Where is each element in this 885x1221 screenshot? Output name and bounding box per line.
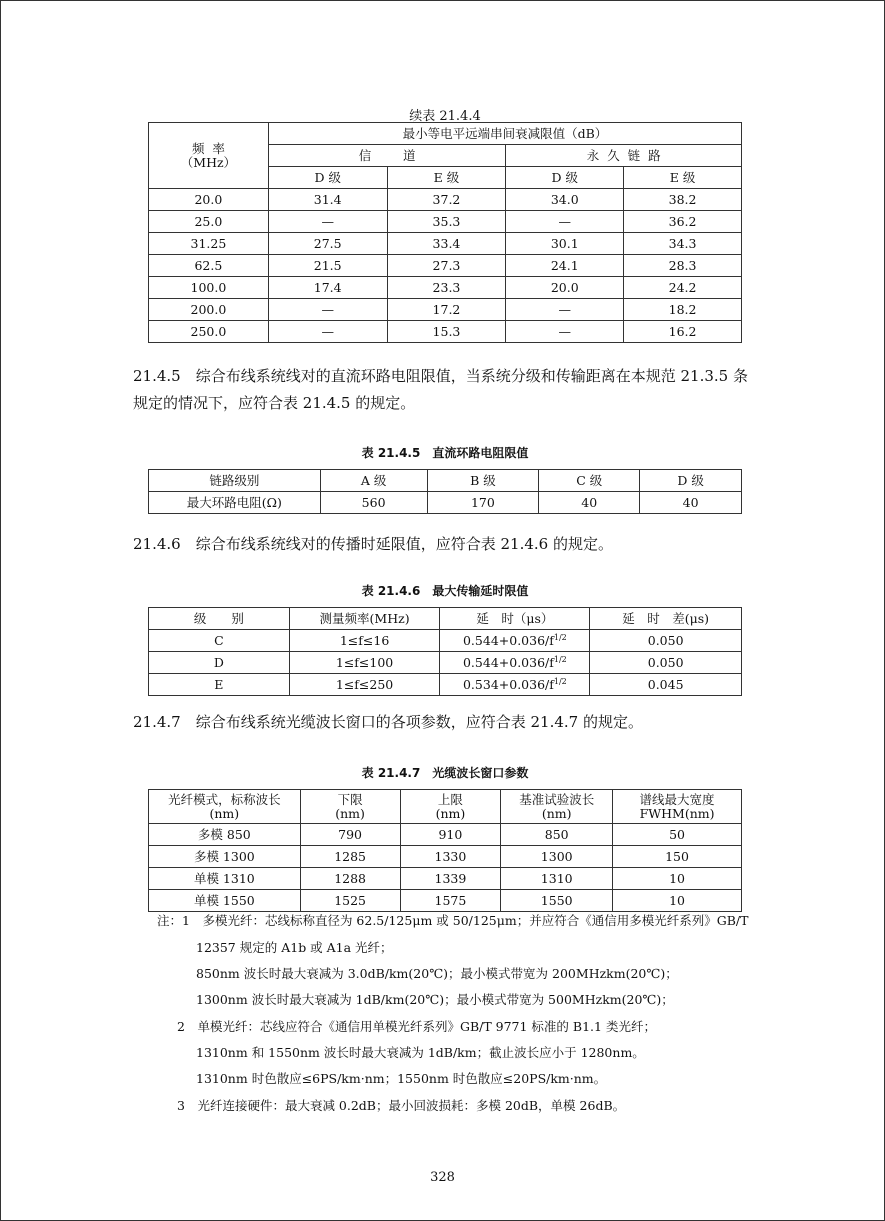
table-header: C 级: [539, 470, 640, 492]
table-row: [149, 321, 742, 343]
table-cell: 850: [501, 824, 613, 846]
table-cell: 21.5: [268, 255, 387, 277]
table-cell: 1550: [501, 890, 613, 912]
table-row: [149, 277, 742, 299]
table-row: [149, 299, 742, 321]
table-cell: 0.045: [590, 674, 742, 696]
table-cell: C: [149, 630, 290, 652]
table-cell: 40: [640, 492, 742, 514]
table-cell: —: [268, 211, 387, 233]
table-cell: 790: [300, 824, 400, 846]
table-cell: 1330: [400, 846, 501, 868]
sub-header: D 级: [268, 167, 387, 189]
table-row: [149, 492, 742, 514]
sub-header: D 级: [506, 167, 624, 189]
note-1-line-2: 12357 规定的 A1b 或 A1a 光纤；: [196, 940, 393, 955]
table-cell: 1310: [501, 868, 613, 890]
note-3: 3 光纤连接硬件：最大衰减 0.2dB；最小回波损耗：多模 20dB，单模 26dB。: [177, 1098, 626, 1113]
table-cell: 36.2: [624, 211, 742, 233]
table-21-4-4: [148, 122, 742, 343]
table-row: [149, 824, 742, 846]
table-cell: 10: [613, 890, 742, 912]
table-cell: 30.1: [506, 233, 624, 255]
table-cell: 1339: [400, 868, 501, 890]
table-header: 级 别: [149, 608, 290, 630]
table-cell: 35.3: [387, 211, 506, 233]
table-header: D 级: [640, 470, 742, 492]
table-cell: —: [506, 321, 624, 343]
delay-formula: 0.544+0.036/f: [462, 654, 554, 670]
table-cell: 17.4: [268, 277, 387, 299]
table-cell: 38.2: [624, 189, 742, 211]
table-row: [149, 868, 742, 890]
channel-header: 信 道: [268, 145, 506, 167]
table-cell: E: [149, 674, 290, 696]
table-header: 测量频率(MHz): [289, 608, 440, 630]
table-cell: 34.3: [624, 233, 742, 255]
table-cell: 23.3: [387, 277, 506, 299]
table-header: A 级: [320, 470, 427, 492]
header-line: 谱线最大宽度: [639, 791, 715, 807]
table-cell: 40: [539, 492, 640, 514]
note-1-line-4: 1300nm 波长时最大衰减为 1dB/km(20℃)；最小模式带宽为 500MHzkm(20℃)；: [196, 992, 674, 1007]
table-cell: 1285: [300, 846, 400, 868]
table-cell: 20.0: [149, 189, 269, 211]
table-header: [300, 790, 400, 824]
sub-header: E 级: [624, 167, 742, 189]
table-row: [149, 255, 742, 277]
header-unit: (nm): [335, 805, 365, 821]
table-cell: 15.3: [387, 321, 506, 343]
header-line: 光纤模式，标称波长: [168, 791, 281, 807]
exponent: 1/2: [553, 654, 567, 664]
table-cell: 34.0: [506, 189, 624, 211]
table-row: [149, 233, 742, 255]
paragraph-21-4-5: 21.4.5 综合布线系统线对的直流环路电阻限值，当系统分级和传输距离在本规范 21.3.5 条规定的情况下，应符合表 21.4.5 的规定。: [133, 367, 748, 412]
delay-formula: 0.544+0.036/f: [462, 632, 554, 648]
table-21-4-5: [148, 469, 742, 514]
table-cell: 560: [320, 492, 427, 514]
sub-header: E 级: [387, 167, 506, 189]
table-cell: 62.5: [149, 255, 269, 277]
table-row: [149, 630, 742, 652]
table-cell: 10: [613, 868, 742, 890]
table-caption-21-4-5: 表 21.4.5 直流环路电阻限值: [361, 446, 529, 460]
table-cell: 1575: [400, 890, 501, 912]
table-caption-21-4-7: 表 21.4.7 光缆波长窗口参数: [361, 766, 529, 780]
header-line: 下限: [337, 791, 363, 807]
table-cell: —: [506, 299, 624, 321]
table-cell: —: [268, 321, 387, 343]
table-header: 延 时（μs）: [440, 608, 590, 630]
table-cell: 最大环路电阻(Ω): [149, 492, 321, 514]
paragraph-21-4-6: 21.4.6 综合布线系统线对的传播时延限值，应符合表 21.4.6 的规定。: [133, 535, 613, 553]
note-2-line-2: 1310nm 和 1550nm 波长时最大衰减为 1dB/km；截止波长应小于 1280nm。: [196, 1045, 645, 1060]
table-cell: 1525: [300, 890, 400, 912]
table-cell: 多模 1300: [149, 846, 301, 868]
table-header: [613, 790, 742, 824]
table-cell: 1288: [300, 868, 400, 890]
table-row: [149, 211, 742, 233]
table-cell: 单模 1550: [149, 890, 301, 912]
table-cell: 24.1: [506, 255, 624, 277]
table-cell: 1≤f≤100: [289, 652, 440, 674]
paragraph-21-4-7: 21.4.7 综合布线系统光缆波长窗口的各项参数，应符合表 21.4.7 的规定。: [133, 713, 643, 731]
link-header: 永 久 链 路: [506, 145, 742, 167]
table-row: [149, 846, 742, 868]
note-2: 2 单模光纤：芯线应符合《通信用单模光纤系列》GB/T 9771 标准的 B1.1 类光纤；: [177, 1019, 656, 1034]
table-cell: 20.0: [506, 277, 624, 299]
header-unit: (nm): [435, 805, 466, 821]
freq-header: 频 率: [191, 140, 225, 156]
header-unit: FWHM(nm): [639, 805, 715, 821]
note-2-line-3: 1310nm 时色散应≤6PS/km·nm；1550nm 时色散应≤20PS/km·nm。: [196, 1071, 607, 1086]
note-1-line-3: 850nm 波长时最大衰减为 3.0dB/km(20℃)；最小模式带宽为 200MHzkm(20℃)；: [196, 966, 678, 981]
table-cell: 0.050: [590, 652, 742, 674]
header-line: 基准试验波长: [519, 791, 595, 807]
table-cell: 27.5: [268, 233, 387, 255]
table-cell: 24.2: [624, 277, 742, 299]
table-cell: 25.0: [149, 211, 269, 233]
header-line: 上限: [437, 791, 463, 807]
header-unit: (nm): [209, 805, 240, 821]
table-row: [149, 674, 742, 696]
table-caption-21-4-4: 续表 21.4.4: [409, 109, 481, 124]
table-cell: 17.2: [387, 299, 506, 321]
table-cell: 1≤f≤250: [289, 674, 440, 696]
table-caption-21-4-6: 表 21.4.6 最大传输延时限值: [361, 584, 529, 598]
table-21-4-6: [148, 607, 742, 696]
table-cell: 31.4: [268, 189, 387, 211]
table-cell: D: [149, 652, 290, 674]
table-header: [501, 790, 613, 824]
exponent: 1/2: [553, 676, 567, 686]
table-cell: 1300: [501, 846, 613, 868]
table-header: B 级: [427, 470, 539, 492]
header-unit: (nm): [541, 805, 572, 821]
table-cell: [440, 652, 590, 674]
table-cell: 910: [400, 824, 501, 846]
table-header: [149, 790, 301, 824]
table-header: 延 时 差(μs): [590, 608, 742, 630]
table-cell: 50: [613, 824, 742, 846]
table-cell: 18.2: [624, 299, 742, 321]
table-cell: 31.25: [149, 233, 269, 255]
table-cell: —: [506, 211, 624, 233]
table-cell: 100.0: [149, 277, 269, 299]
table-cell: 27.3: [387, 255, 506, 277]
freq-header-cell: [149, 123, 269, 189]
freq-unit: （MHz）: [180, 154, 237, 170]
table-header: [400, 790, 501, 824]
table-cell: 170: [427, 492, 539, 514]
table-cell: 0.050: [590, 630, 742, 652]
table-row: [149, 652, 742, 674]
main-header: 最小等电平远端串间衰减限值（dB）: [268, 123, 741, 145]
table-cell: 单模 1310: [149, 868, 301, 890]
table-cell: 250.0: [149, 321, 269, 343]
table-cell: 1≤f≤16: [289, 630, 440, 652]
table-21-4-7: [148, 789, 742, 912]
table-cell: [440, 630, 590, 652]
table-cell: 33.4: [387, 233, 506, 255]
table-cell: 150: [613, 846, 742, 868]
delay-formula: 0.534+0.036/f: [462, 676, 554, 692]
page-number: 328: [430, 1170, 455, 1185]
table-row: [149, 189, 742, 211]
table-cell: 16.2: [624, 321, 742, 343]
table-cell: 200.0: [149, 299, 269, 321]
table-cell: 37.2: [387, 189, 506, 211]
exponent: 1/2: [553, 632, 567, 642]
table-cell: 28.3: [624, 255, 742, 277]
table-cell: [440, 674, 590, 696]
table-cell: 多模 850: [149, 824, 301, 846]
table-header: 链路级别: [149, 470, 321, 492]
note-1: 注：1 多模光纤：芯线标称直径为 62.5/125μm 或 50/125μm；并应符合《通信用多模光纤系列》GB/T: [157, 913, 749, 928]
table-cell: —: [268, 299, 387, 321]
